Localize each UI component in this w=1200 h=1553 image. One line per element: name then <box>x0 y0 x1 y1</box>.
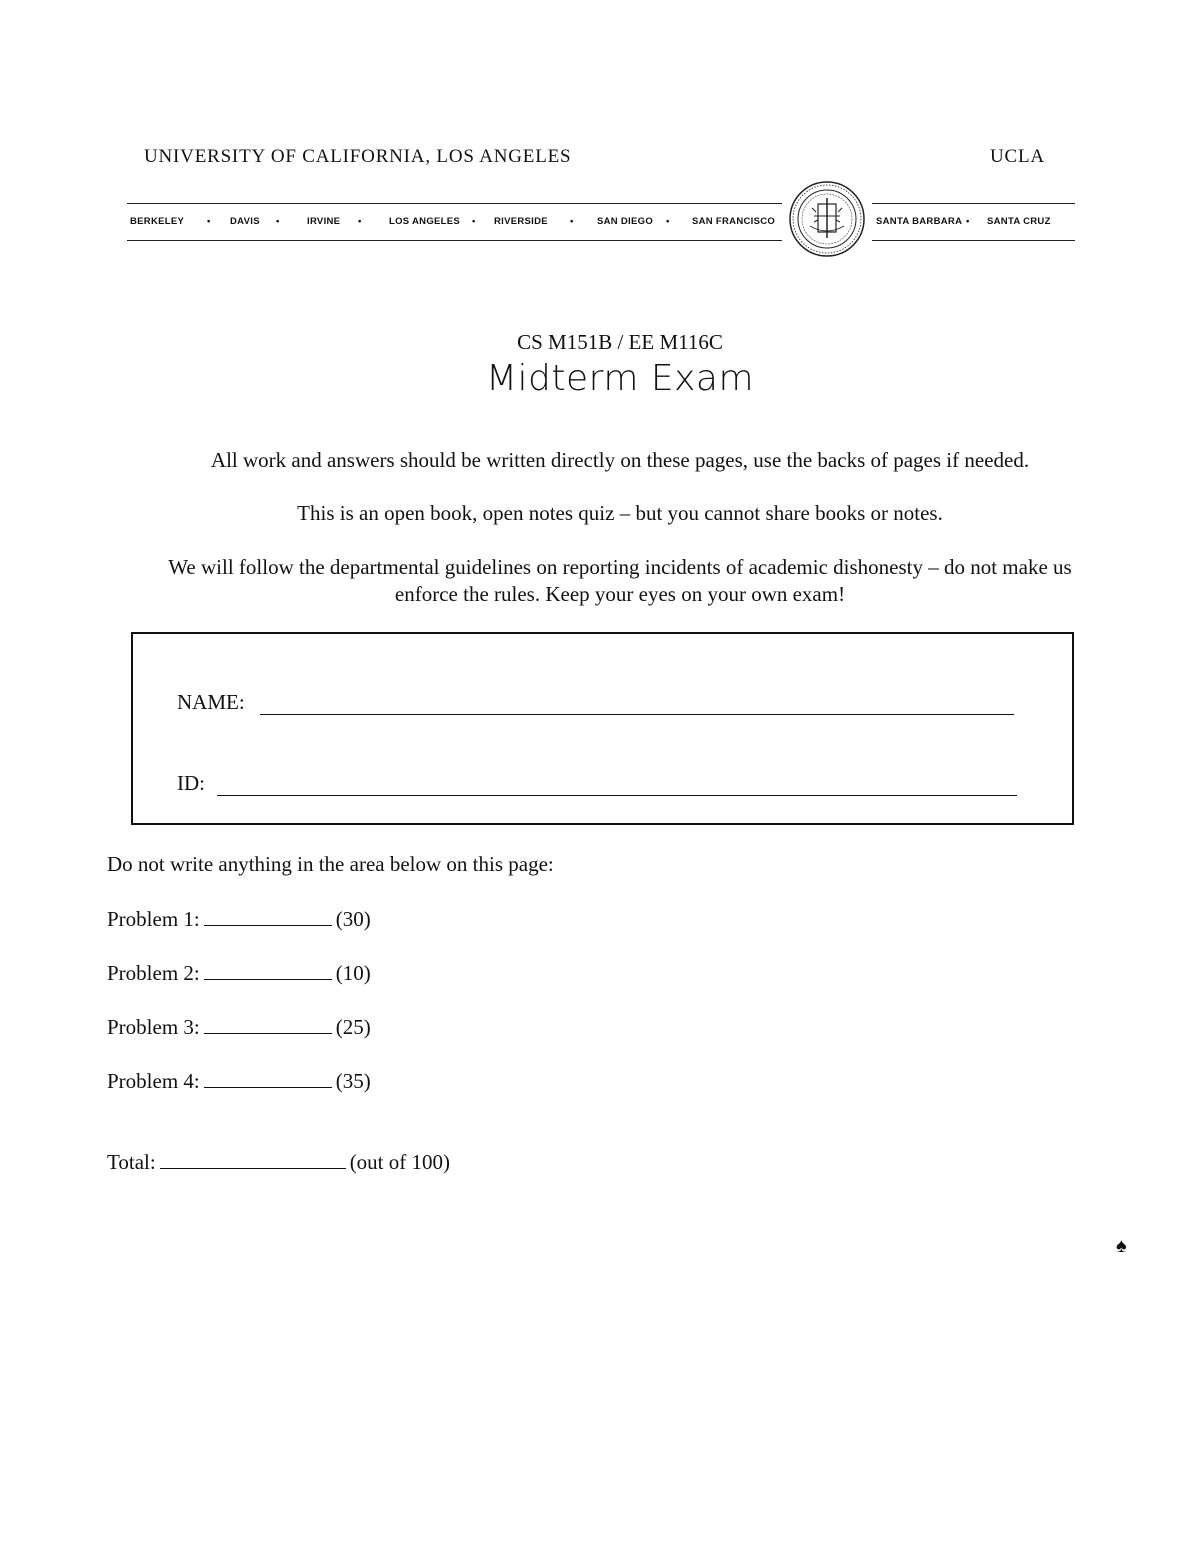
total-points: (out of 100) <box>349 1150 451 1174</box>
campus-riverside: RIVERSIDE <box>494 216 548 227</box>
problem-row <box>107 961 371 986</box>
name-field[interactable] <box>260 714 1014 715</box>
problem-score-field[interactable] <box>204 1015 332 1034</box>
campus-san-diego: SAN DIEGO <box>597 216 654 227</box>
university-abbreviation: UCLA <box>990 146 1045 167</box>
exam-title: Midterm Exam <box>485 358 755 399</box>
id-field[interactable] <box>217 795 1017 796</box>
campus-separator: • <box>472 216 476 227</box>
problem-label: Problem 3: <box>107 1015 200 1039</box>
campus-santa-barbara: SANTA BARBARA <box>876 216 963 227</box>
problem-row <box>107 1069 371 1094</box>
instruction-open-book: This is an open book, open notes quiz – but you cannot share books or notes. <box>297 501 943 525</box>
problem-score-field[interactable] <box>204 1069 332 1088</box>
problem-points: (10) <box>335 961 371 985</box>
campus-line-top-right <box>872 203 1075 204</box>
campus-line-top-left <box>127 203 782 204</box>
course-code: CS M151B / EE M116C <box>517 330 723 354</box>
campus-davis: DAVIS <box>230 216 260 227</box>
instruction-honesty-line1: We will follow the departmental guidelines on reporting incidents of academic dishonesty – do not make us <box>168 555 1072 579</box>
name-label: NAME: <box>177 690 245 714</box>
spade-icon: ♠ <box>1116 1235 1127 1257</box>
campus-san-francisco: SAN FRANCISCO <box>692 216 776 227</box>
total-label: Total: <box>107 1150 156 1174</box>
total-row <box>107 1150 450 1175</box>
campus-santa-cruz: SANTA CRUZ <box>987 216 1051 227</box>
campus-separator: • <box>570 216 574 227</box>
university-name: UNIVERSITY OF CALIFORNIA, LOS ANGELES <box>144 146 572 167</box>
campus-separator: • <box>207 216 211 227</box>
instruction-honesty-line2: enforce the rules. Keep your eyes on your own exam! <box>394 582 846 606</box>
campus-line-bottom-left <box>127 240 782 241</box>
problem-points: (35) <box>335 1069 371 1093</box>
campus-separator: • <box>276 216 280 227</box>
problem-row <box>107 1015 371 1040</box>
instruction-workspace: All work and answers should be written directly on these pages, use the backs of pages if needed. <box>210 448 1030 472</box>
campus-separator: • <box>966 216 970 227</box>
campus-berkeley: BERKELEY <box>130 216 185 227</box>
problem-row <box>107 907 371 932</box>
problem-score-field[interactable] <box>204 961 332 980</box>
total-score-field[interactable] <box>160 1150 346 1169</box>
campus-separator: • <box>666 216 670 227</box>
problem-label: Problem 2: <box>107 961 200 985</box>
campus-line-bottom-right <box>872 240 1075 241</box>
campus-separator: • <box>358 216 362 227</box>
campus-irvine: IRVINE <box>307 216 341 227</box>
problem-label: Problem 1: <box>107 907 200 931</box>
id-label: ID: <box>177 771 205 795</box>
university-seal-icon <box>788 180 866 258</box>
student-info-box <box>131 632 1074 825</box>
problem-points: (25) <box>335 1015 371 1039</box>
campus-los-angeles: LOS ANGELES <box>389 216 461 227</box>
problem-points: (30) <box>335 907 371 931</box>
grading-note: Do not write anything in the area below on this page: <box>107 852 554 876</box>
problem-score-field[interactable] <box>204 907 332 926</box>
problem-label: Problem 4: <box>107 1069 200 1093</box>
